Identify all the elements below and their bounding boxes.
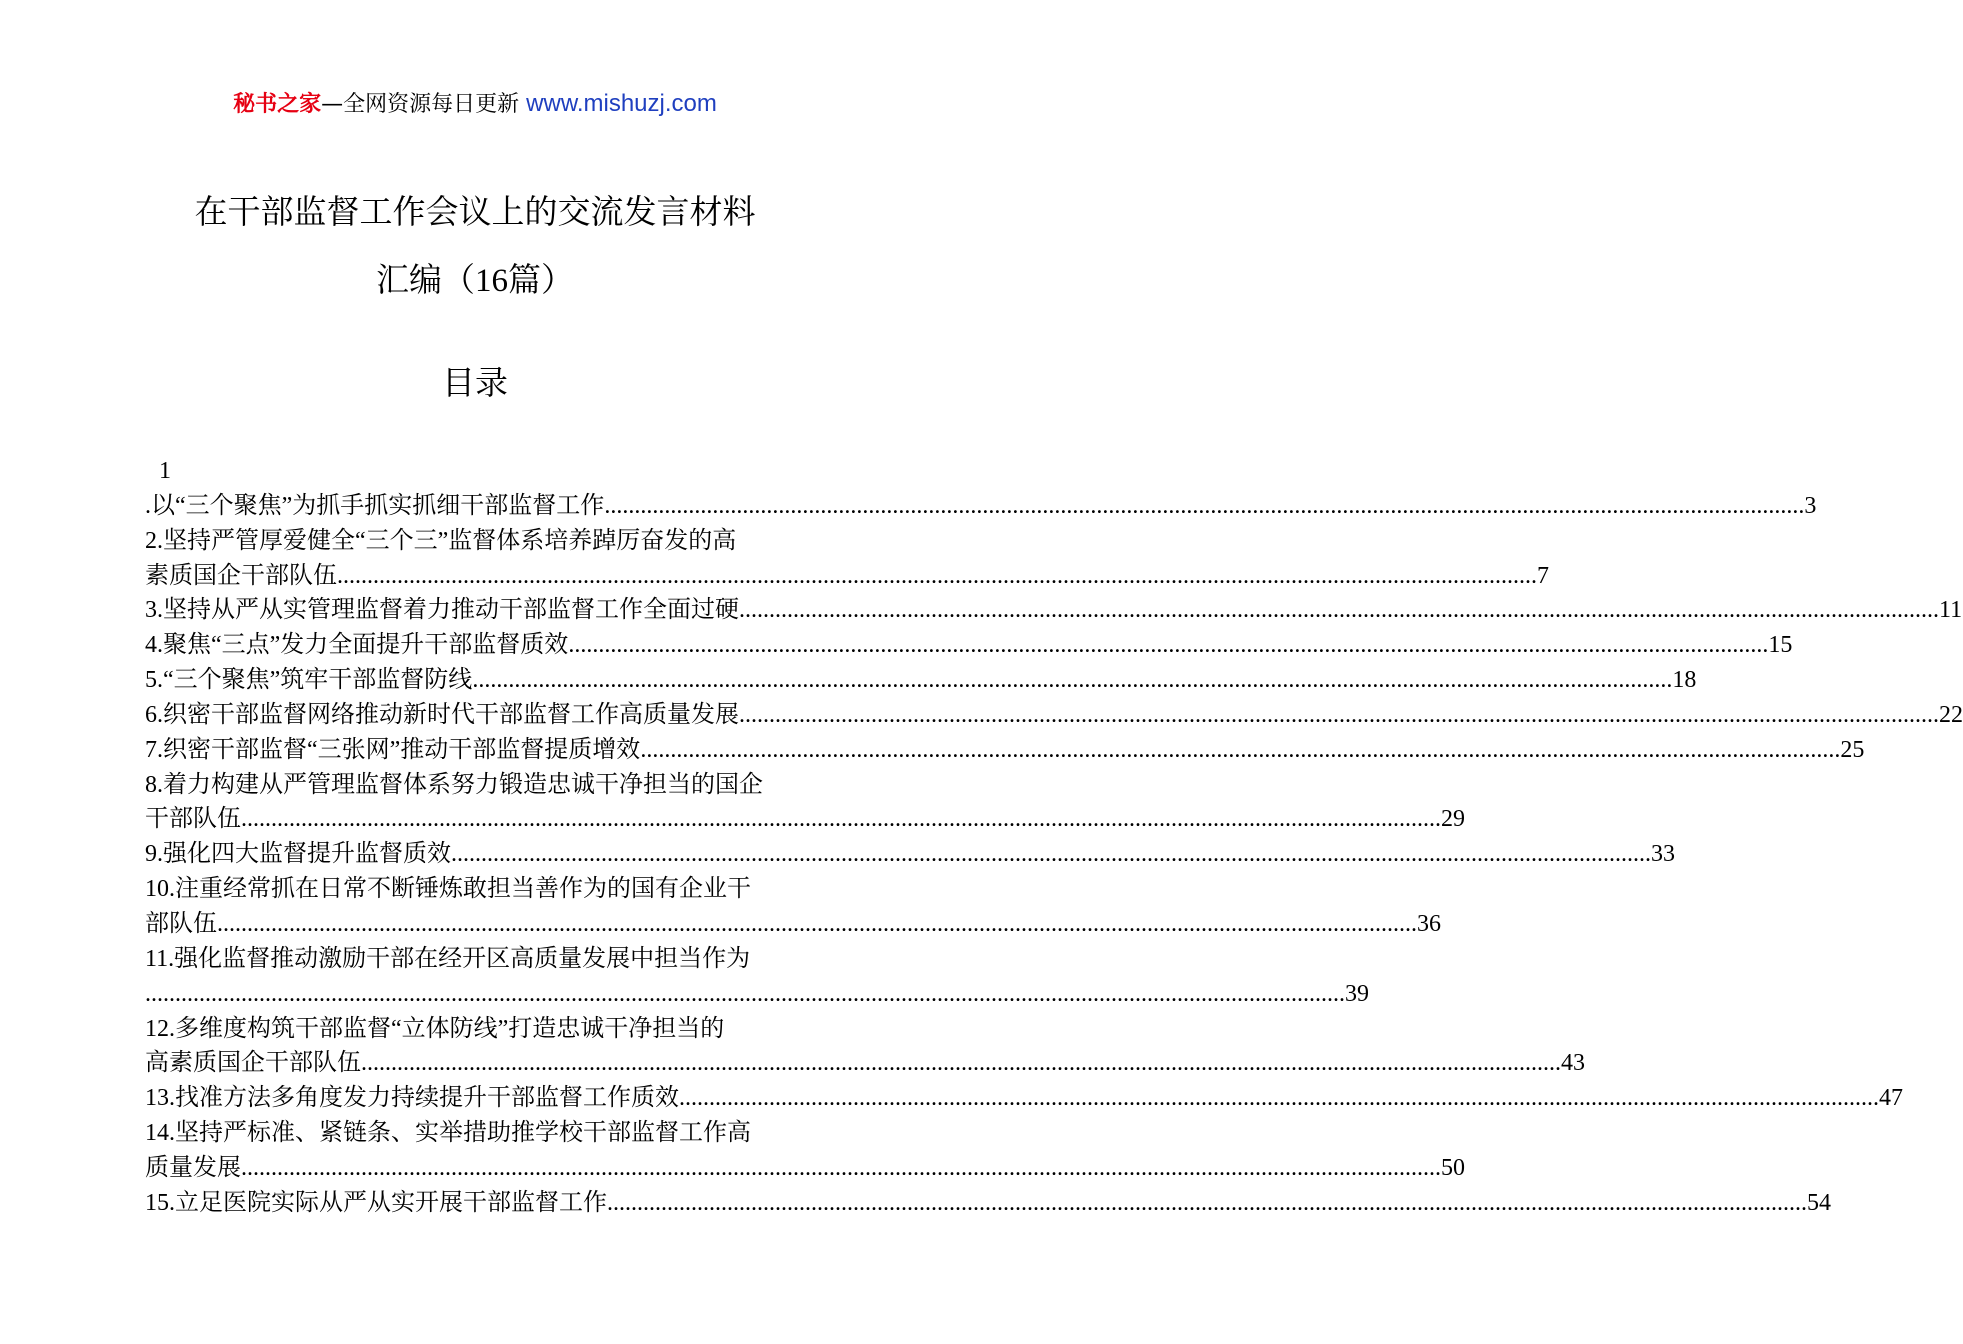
title-count: 16 — [475, 263, 508, 299]
toc-page-number: 54 — [1807, 1189, 1831, 1216]
toc-page-number: 22 — [1939, 701, 1963, 728]
toc-entry-text: 5.“三个聚焦”筑牢干部监督防线 — [145, 667, 473, 694]
brand-name: 秘书之家 — [233, 92, 322, 117]
toc-dot-leader: ........................................................................................................................................................................................................ — [739, 597, 1939, 624]
toc-dot-leader: ........................................................................................................................................................................................................ — [241, 1154, 1441, 1181]
toc-entry-text: .以“三个聚焦”为抓手抓实抓细干部监督工作 — [145, 492, 605, 519]
toc-entry-text: 8.着力构建从严管理监督体系努力锻造忠诚干净担当的国企 — [145, 771, 763, 798]
title-prefix: 汇编（ — [376, 260, 475, 299]
toc-dot-leader: ........................................................................................................................................................................................................ — [451, 841, 1651, 868]
toc-entry-text: 3.坚持从严从实管理监督着力推动干部监督工作全面过硬 — [145, 597, 739, 624]
table-of-contents — [145, 454, 1963, 1221]
header-separator: — — [321, 92, 344, 117]
toc-entry[interactable] — [145, 907, 1441, 942]
toc-entry[interactable] — [145, 698, 1963, 733]
toc-page-number: 25 — [1840, 736, 1865, 763]
toc-entry[interactable] — [145, 802, 1465, 837]
document-title-line-2 — [0, 257, 950, 304]
toc-entry[interactable] — [145, 524, 807, 559]
toc-dot-leader: ........................................................................................................................................................................................................ — [361, 1050, 1561, 1077]
toc-entry-text: 10.注重经常抓在日常不断锤炼敢担当善作为的国有企业干 — [145, 876, 751, 903]
toc-entry[interactable] — [145, 837, 1675, 872]
toc-dot-leader: ........................................................................................................................................................................................................ — [217, 910, 1417, 937]
toc-page-number: 39 — [1345, 980, 1369, 1007]
toc-entry-text: 13.找准方法多角度发力持续提升干部监督工作质效 — [145, 1085, 679, 1112]
toc-dot-leader: ........................................................................................................................................................................................................ — [679, 1085, 1879, 1112]
toc-dot-leader: ........................................................................................................................................................................................................ — [337, 562, 1537, 589]
toc-entry[interactable] — [145, 733, 1865, 768]
toc-entry[interactable] — [145, 872, 807, 907]
toc-entry[interactable] — [145, 1116, 807, 1151]
toc-entry-text: 6.织密干部监督网络推动新时代干部监督工作高质量发展 — [145, 701, 739, 728]
toc-entry[interactable] — [145, 628, 1793, 663]
toc-page-number: 15 — [1768, 632, 1793, 659]
toc-entry[interactable] — [145, 663, 1697, 698]
toc-dot-leader: ........................................................................................................................................................................................................ — [739, 701, 1939, 728]
site-url-link[interactable]: www.mishuzj.com — [526, 90, 717, 117]
toc-dot-leader: ........................................................................................................................................................................................................ — [640, 736, 1841, 763]
toc-page-number: 50 — [1441, 1154, 1465, 1181]
toc-entry-text: 14.坚持严标准、紧链条、实举措助推学校干部监督工作高 — [145, 1120, 751, 1147]
toc-entry[interactable] — [145, 1081, 1903, 1116]
toc-dot-leader: ........................................................................................................................................................................................................ — [472, 667, 1673, 694]
toc-entry[interactable] — [145, 768, 807, 803]
toc-dot-leader: ........................................................................................................................................................................................................ — [604, 492, 1805, 519]
toc-entry-text: 2.坚持严管厚爱健全“三个三”监督体系培养踔厉奋发的高 — [145, 527, 737, 554]
toc-entry-text: 12.多维度构筑干部监督“立体防线”打造忠诚干净担当的 — [145, 1015, 725, 1042]
toc-page-number: 43 — [1561, 1050, 1585, 1077]
toc-entry-text: 9.强化四大监督提升监督质效 — [145, 841, 451, 868]
toc-entry-text: 高素质国企干部队伍 — [145, 1050, 361, 1077]
toc-entry[interactable] — [145, 489, 1817, 524]
toc-entry-text: 15.立足医院实际从严从实开展干部监督工作 — [145, 1189, 607, 1216]
toc-dot-leader: ........................................................................................................................................................................................................ — [568, 632, 1769, 659]
toc-page-number: 7 — [1537, 562, 1549, 589]
toc-dot-leader: ........................................................................................................................................................................................................ — [241, 806, 1441, 833]
toc-dot-leader: ........................................................................................................................................................................................................ — [607, 1189, 1807, 1216]
toc-entry-text: 质量发展 — [145, 1154, 241, 1181]
toc-entry-text: 部队伍 — [145, 910, 217, 937]
toc-page-number: 36 — [1417, 910, 1441, 937]
toc-page-number: 11 — [1939, 597, 1963, 624]
toc-entry[interactable] — [145, 1046, 1585, 1081]
toc-heading: 目录 — [442, 363, 508, 402]
toc-entry-text: 7.织密干部监督“三张网”推动干部监督提质增效 — [145, 736, 641, 763]
toc-first-number: 1 — [159, 458, 171, 484]
toc-entry-text: 干部队伍 — [145, 806, 241, 833]
toc-entry[interactable] — [145, 559, 1549, 594]
header-slogan: 全网资源每日更新 — [343, 92, 520, 117]
toc-entry-text: 4.聚焦“三点”发力全面提升干部监督质效 — [145, 632, 569, 659]
toc-page-number: 29 — [1441, 806, 1465, 833]
document-title-line-1: 在干部监督工作会议上的交流发言材料 — [194, 192, 756, 231]
toc-dot-leader: ........................................................................................................................................................................................................ — [145, 980, 1345, 1007]
toc-page-number: 18 — [1672, 667, 1697, 694]
toc-entry[interactable] — [145, 1186, 1831, 1221]
toc-entry[interactable] — [145, 1151, 1465, 1186]
toc-entry[interactable] — [145, 1012, 807, 1047]
toc-page-number: 3 — [1804, 492, 1817, 519]
title-suffix: 篇） — [508, 260, 574, 299]
toc-page-number: 47 — [1879, 1085, 1903, 1112]
toc-entry-text: 11.强化监督推动激励干部在经开区高质量发展中担当作为 — [145, 945, 751, 972]
toc-entry-text: 素质国企干部队伍 — [145, 562, 337, 589]
toc-entry[interactable] — [145, 977, 1369, 1012]
site-header — [0, 86, 950, 123]
toc-entry[interactable] — [145, 942, 807, 977]
toc-page-number: 33 — [1651, 841, 1675, 868]
toc-entry[interactable] — [145, 593, 1963, 628]
